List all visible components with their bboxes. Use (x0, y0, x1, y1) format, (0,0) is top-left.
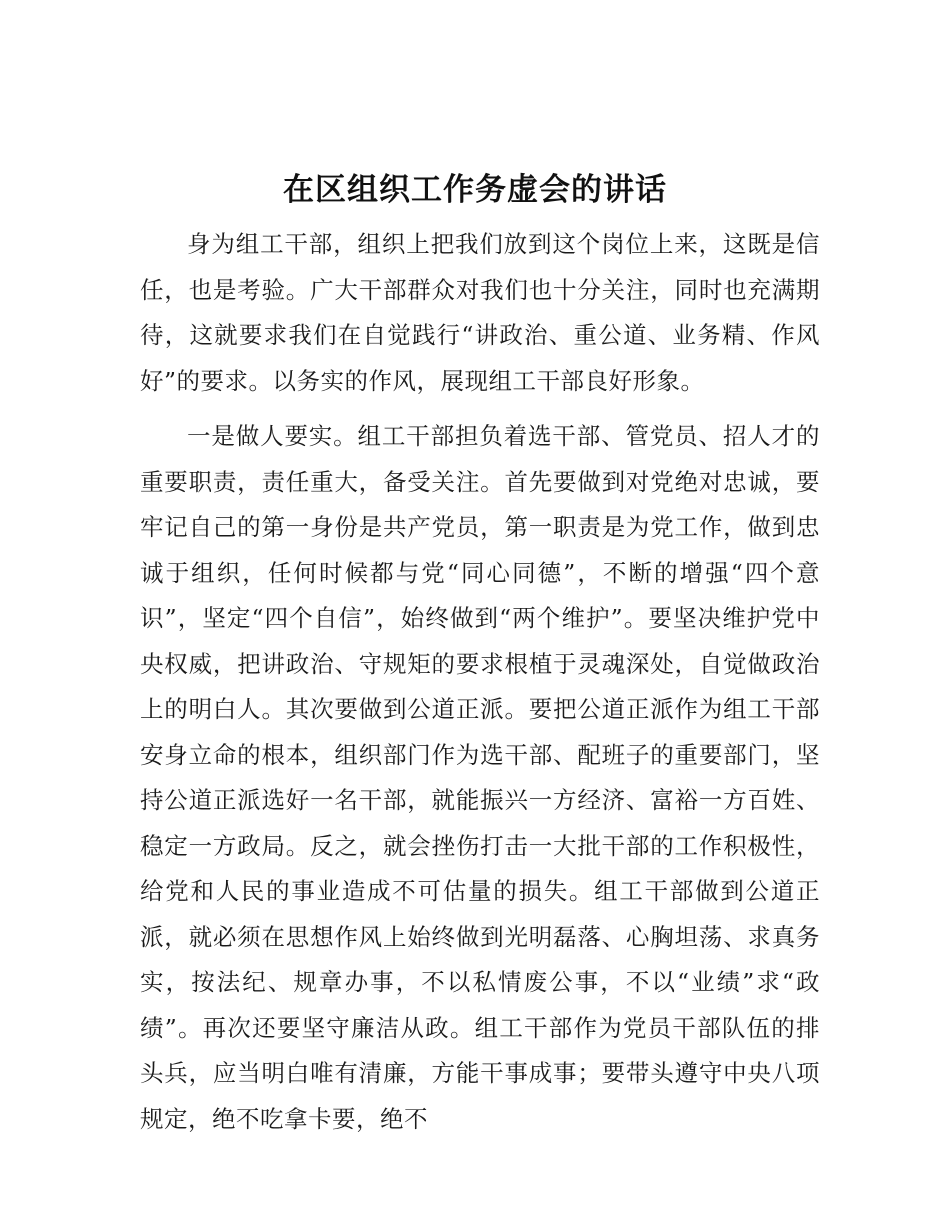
document-title: 在区组织工作务虚会的讲话 (283, 172, 667, 208)
paragraph-intro: 身为组工干部，组织上把我们放到这个岗位上来，这既是信任，也是考验。广大干部群众对我们也十分关注，同时也充满期待，这就要求我们在自觉践行“讲政治、重公道、业务精、作风好”的要求。以务实的作风，展现组工干部良好形象。 (140, 230, 820, 395)
document-body (140, 222, 820, 1142)
paragraph-point-one: 一是做人要实。组工干部担负着选干部、管党员、招人才的重要职责，责任重大，备受关注。首先要做到对党绝对忠诚，要牢记自己的第一身份是共产党员，第一职责是为党工作，做到忠诚于组织，任何时候都与党“同心同德”，不断的增强“四个意识”，坚定“四个自信”，始终做到“两个维护”。要坚决维护党中央权威，把讲政治、守规矩的要求根植于灵魂深处，自觉做政治上的明白人。其次要做到公道正派。要把公道正派作为组工干部安身立命的根本，组织部门作为选干部、配班子的重要部门，坚持公道正派选好一名干部，就能振兴一方经济、富裕一方百姓、稳定一方政局。反之，就会挫伤打击一大批干部的工作积极性，给党和人民的事业造成不可估量的损失。组工干部做到公道正派，就必须在思想作风上始终做到光明磊落、心胸坦荡、求真务实，按法纪、规章办事，不以私情废公事，不以“业绩”求“政绩”。再次还要坚守廉洁从政。组工干部作为党员干部队伍的排头兵，应当明白唯有清廉，方能干事成事；要带头遵守中央八项规定，绝不吃拿卡要，绝不 (140, 422, 820, 1133)
